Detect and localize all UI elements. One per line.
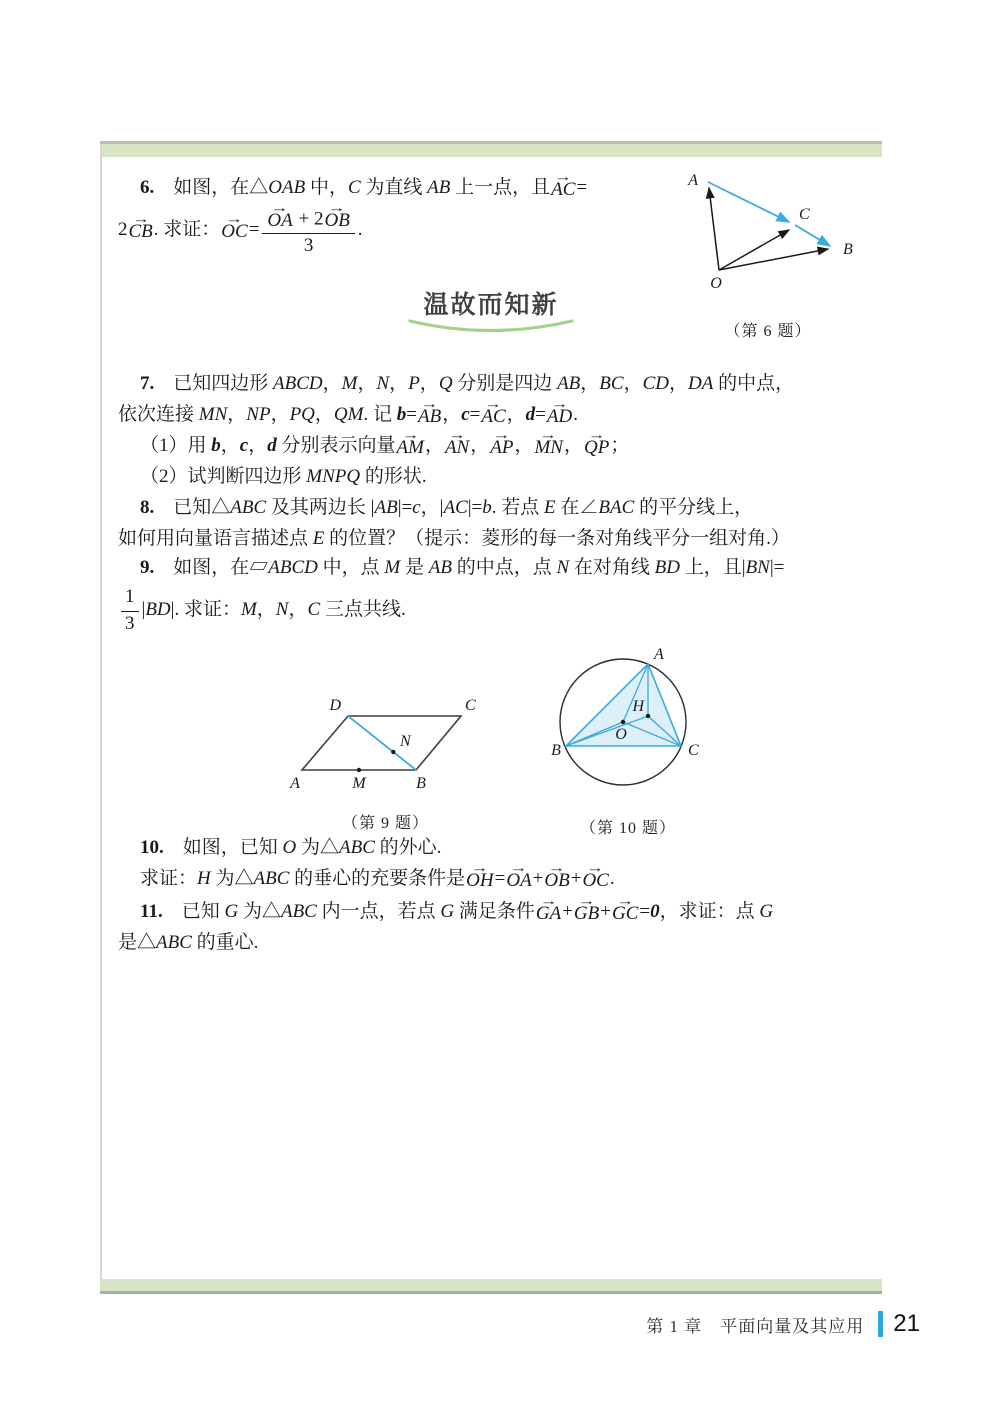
problem-line: 10. 如图，已知 O 为△ABC 的外心. — [140, 837, 442, 858]
circumcircle-abc-diagram — [548, 645, 708, 800]
problem-10 — [118, 832, 888, 894]
triangle-oab-diagram — [648, 163, 888, 303]
vector-AB: → AB — [417, 395, 442, 428]
problem-line: 8. 已知△ABC 及其两边长 |AB|=c，|AC|=b. 若点 E 在∠BAC 的平分线上， — [140, 497, 754, 518]
top-green-bar — [100, 141, 882, 157]
problem-line: 11. 已知 G 为△ABC 内一点，若点 G 满足条件 → GA + → GB + → GC =0，求证：点 G — [140, 892, 774, 925]
problem-line: 2 → CB . 求证： → OC = → OA + 2 → OB 3 . — [118, 199, 363, 256]
label-O: O — [710, 275, 722, 292]
bottom-green-bar — [100, 1279, 882, 1294]
problem-8 — [118, 492, 888, 554]
label-A: A — [688, 172, 698, 189]
problem-line: （1）用 b，c，d 分别表示向量 → AM ， → AN ， → AP ， → MN ， → QP ； — [140, 426, 630, 459]
problem-9 — [118, 552, 888, 637]
label-B: B — [416, 775, 426, 792]
label-H: H — [632, 698, 644, 715]
label-C: C — [465, 697, 476, 714]
label-C: C — [688, 742, 699, 759]
vector-OA: → OA — [506, 859, 532, 892]
problem-line: 6. 如图，在△OAB 中，C 为直线 AB 上一点，且 → AC = — [140, 168, 588, 201]
chapter-title: 第 1 章 平面向量及其应用 — [646, 1316, 865, 1336]
review-banner — [100, 285, 882, 333]
page-footer — [540, 1310, 920, 1338]
vector-AC: → AC — [481, 395, 506, 428]
label-M: M — [352, 775, 366, 792]
figure-problem-9 — [278, 690, 493, 833]
vector-AN: → AN — [444, 426, 470, 459]
vector-OB: → OB — [544, 859, 570, 892]
problem-line: $\frac{1}{3}$ |BD|. 求证：M，N，C 三点共线. — [118, 583, 888, 637]
vector-OB: → OB — [324, 199, 350, 232]
vector-AP: → AP — [490, 426, 514, 459]
problem-11 — [118, 892, 888, 958]
label-O: O — [615, 726, 627, 743]
problem-line: 依次连接 MN，NP，PQ，QM. 记 b= → AB ，c= → AC ，d= → AD . — [118, 395, 578, 428]
vector-AM: → AM — [396, 426, 424, 459]
vector-QP: → QP — [584, 426, 610, 459]
page-number: 21 — [893, 1310, 920, 1337]
label-A: A — [654, 646, 664, 663]
vector-MN: → MN — [534, 426, 563, 459]
vector-OC: → OC — [221, 210, 248, 243]
problem-line: 9. 如图，在▱ABCD 中，点 M 是 AB 的中点，点 N 在对角线 BD 上，且|BN|= — [140, 557, 785, 578]
figure-9-caption: （第 9 题） — [341, 815, 429, 832]
footer-blue-bar — [878, 1311, 883, 1337]
problem-line: 是△ABC 的重心. — [118, 932, 259, 953]
vector-OC: → OC — [582, 859, 609, 892]
parallelogram-abcd-diagram — [278, 690, 493, 795]
problem-line: （2）试判断四边形 MNPQ 的形状. — [140, 466, 427, 487]
vector-OH: → OH — [466, 859, 494, 892]
label-B: B — [551, 742, 561, 759]
problem-7 — [118, 368, 888, 492]
vector-GC: → GC — [611, 892, 639, 925]
label-N: N — [400, 733, 411, 750]
figure-10-caption: （第 10 题） — [579, 820, 676, 837]
figure-problem-10 — [548, 645, 708, 838]
review-banner-text: 温故而知新 — [423, 291, 559, 319]
vector-GB: → GB — [573, 892, 600, 925]
vector-AC: → AC — [551, 168, 576, 201]
fraction: $\frac{1}{3}$ — [121, 585, 139, 635]
label-A: A — [290, 775, 300, 792]
problem-line: 7. 已知四边形 ABCD，M，N，P，Q 分别是四边 AB，BC，CD，DA 的中点， — [140, 373, 795, 394]
fraction: → OA + 2 → OB 3 — [262, 204, 354, 258]
vector-OA: → OA — [267, 199, 293, 232]
problem-line: 如何用向量语言描述点 E 的位置？（提示：菱形的每一条对角线平分一组对角.） — [118, 528, 790, 549]
vector-AD: → AD — [546, 395, 573, 428]
figure-6-caption: （第 6 题） — [724, 323, 812, 340]
label-C: C — [799, 206, 810, 223]
vector-CB: → CB — [128, 210, 153, 243]
label-B: B — [843, 241, 853, 258]
problem-line: 求证：H 为△ABC 的垂心的充要条件是 → OH = → OA + → OB + → OC . — [140, 859, 615, 892]
vector-GA: → GA — [535, 892, 562, 925]
label-D: D — [329, 697, 341, 714]
